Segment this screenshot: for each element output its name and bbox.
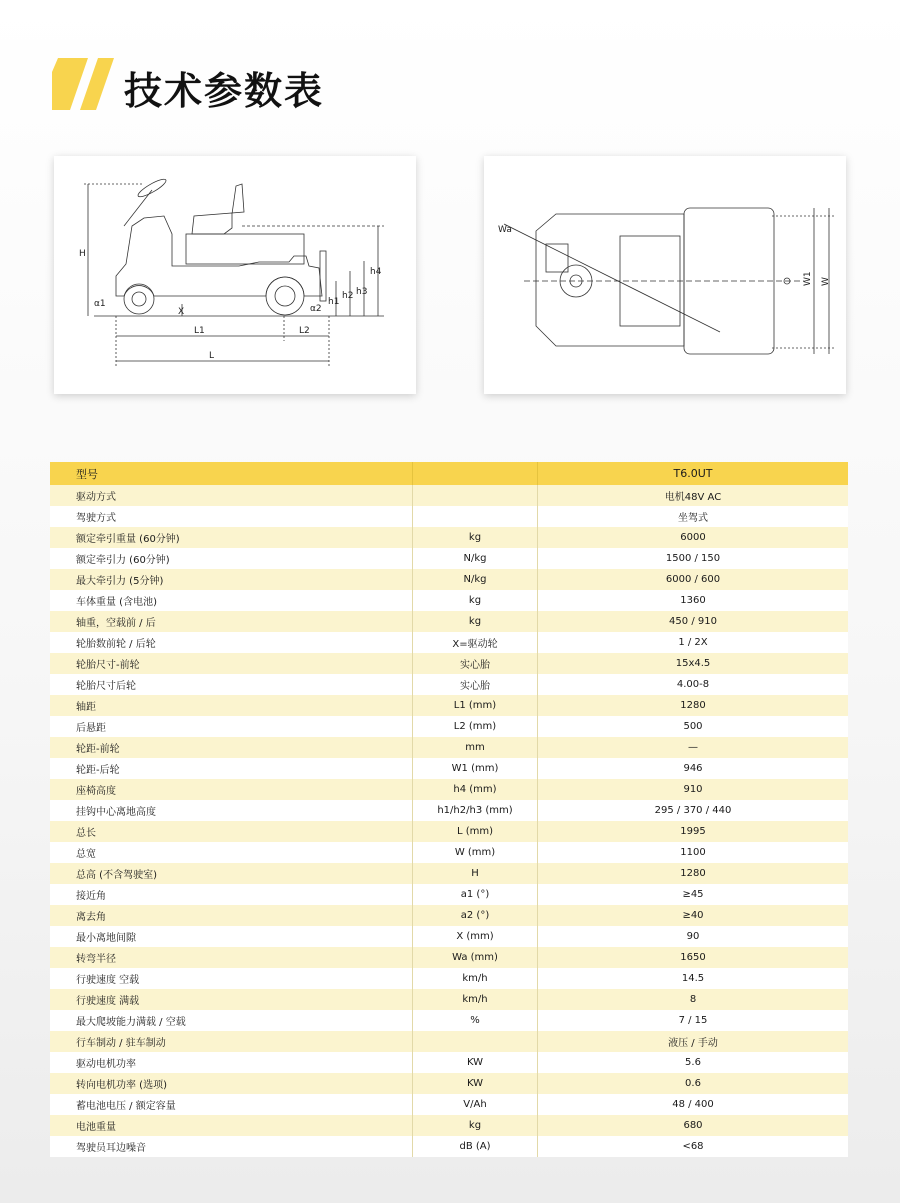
page-title: 技术参数表 [124, 69, 325, 113]
cell-value: 7 / 15 [538, 1010, 849, 1031]
cell-label: 后悬距 [50, 716, 413, 737]
table-row [50, 884, 848, 905]
label-h2: h2 [342, 291, 354, 301]
cell-value: 1280 [538, 695, 849, 716]
cell-label: 离去角 [50, 905, 413, 926]
cell-value: 0.6 [538, 1073, 849, 1094]
cell-label: 接近角 [50, 884, 413, 905]
cell-label: 最大爬坡能力满载 / 空载 [50, 1010, 413, 1031]
cell-unit [413, 1031, 538, 1052]
table-row [50, 842, 848, 863]
header-model: T6.0UT [538, 462, 849, 485]
table-row [50, 821, 848, 842]
cell-label: 额定牵引力 (60分钟) [50, 548, 413, 569]
table-header-row [50, 462, 848, 485]
side-view-diagram [54, 156, 416, 394]
cell-unit: km/h [413, 968, 538, 989]
cell-unit: 实心胎 [413, 653, 538, 674]
cell-unit: X (mm) [413, 926, 538, 947]
cell-unit: N/kg [413, 569, 538, 590]
cell-value: 电机48V AC [538, 485, 849, 506]
cell-value: 680 [538, 1115, 849, 1136]
cell-label: 驾驶方式 [50, 506, 413, 527]
cell-value: 1280 [538, 863, 849, 884]
cell-value: 5.6 [538, 1052, 849, 1073]
label-h3: h3 [356, 287, 368, 297]
steering-wheel [136, 177, 168, 200]
cell-label: 总长 [50, 821, 413, 842]
label-L1: L1 [194, 326, 205, 336]
cell-value: 15x4.5 [538, 653, 849, 674]
cell-unit: L2 (mm) [413, 716, 538, 737]
cell-label: 座椅高度 [50, 779, 413, 800]
page-header [52, 58, 452, 113]
table-row [50, 653, 848, 674]
cell-label: 最小离地间隙 [50, 926, 413, 947]
label-W: W [821, 277, 831, 286]
cell-unit: KW [413, 1073, 538, 1094]
cell-value: 1995 [538, 821, 849, 842]
cell-unit: L1 (mm) [413, 695, 538, 716]
table-row [50, 716, 848, 737]
cell-value: 1 / 2X [538, 632, 849, 653]
cell-value: 8 [538, 989, 849, 1010]
cell-value: 1500 / 150 [538, 548, 849, 569]
cell-value: — [538, 737, 849, 758]
table-row [50, 674, 848, 695]
tow-hitch [320, 251, 326, 301]
front-wheel-hub [132, 292, 146, 306]
table-row [50, 989, 848, 1010]
cell-label: 轮距-后轮 [50, 758, 413, 779]
cell-label: 车体重量 (含电池) [50, 590, 413, 611]
spec-table [50, 462, 848, 1157]
cell-label: 额定牵引重量 (60分钟) [50, 527, 413, 548]
cell-value: 坐驾式 [538, 506, 849, 527]
cell-label: 轮胎数前轮 / 后轮 [50, 632, 413, 653]
table-row [50, 695, 848, 716]
cell-label: 轮距-前轮 [50, 737, 413, 758]
table-row [50, 779, 848, 800]
table-row [50, 569, 848, 590]
rear-wheel [266, 277, 304, 315]
label-a1: α1 [94, 299, 106, 309]
table-row [50, 968, 848, 989]
cell-value: 90 [538, 926, 849, 947]
cell-unit: kg [413, 527, 538, 548]
table-row [50, 1136, 848, 1157]
table-row [50, 590, 848, 611]
seat-outline [192, 184, 244, 234]
label-X: X [178, 307, 185, 317]
cell-value: <68 [538, 1136, 849, 1157]
cell-label: 总高 (不含驾驶室) [50, 863, 413, 884]
table-row [50, 1115, 848, 1136]
table-row [50, 527, 848, 548]
seat-top [546, 244, 568, 272]
cell-unit: a2 (°) [413, 905, 538, 926]
top-view-diagram [484, 156, 846, 394]
cell-label: 蓄电池电压 / 额定容量 [50, 1094, 413, 1115]
cell-value: 6000 [538, 527, 849, 548]
cell-label: 电池重量 [50, 1115, 413, 1136]
table-row [50, 548, 848, 569]
table-row [50, 947, 848, 968]
cell-value: 1360 [538, 590, 849, 611]
cell-unit: Wa (mm) [413, 947, 538, 968]
cell-value: 500 [538, 716, 849, 737]
cell-value: 1100 [538, 842, 849, 863]
cell-value: 液压 / 手动 [538, 1031, 849, 1052]
cell-unit: a1 (°) [413, 884, 538, 905]
cell-unit [413, 506, 538, 527]
rear-wheel-hub [275, 286, 295, 306]
cell-unit: 实心胎 [413, 674, 538, 695]
cell-label: 转弯半径 [50, 947, 413, 968]
table-row [50, 632, 848, 653]
cell-unit: W1 (mm) [413, 758, 538, 779]
cell-unit [413, 485, 538, 506]
cell-unit: h1/h2/h3 (mm) [413, 800, 538, 821]
cell-unit: kg [413, 1115, 538, 1136]
label-L2: L2 [299, 326, 310, 336]
cell-value: 48 / 400 [538, 1094, 849, 1115]
cell-label: 驱动电机功率 [50, 1052, 413, 1073]
table-row [50, 1073, 848, 1094]
table-row [50, 758, 848, 779]
cell-unit: X=驱动轮 [413, 632, 538, 653]
cell-unit: h4 (mm) [413, 779, 538, 800]
cell-label: 驾驶员耳边噪音 [50, 1136, 413, 1157]
cell-unit: V/Ah [413, 1094, 538, 1115]
cell-unit: kg [413, 611, 538, 632]
table-row [50, 800, 848, 821]
cell-unit: % [413, 1010, 538, 1031]
cell-label: 驱动方式 [50, 485, 413, 506]
table-row [50, 1010, 848, 1031]
cell-unit: H [413, 863, 538, 884]
table-row [50, 1052, 848, 1073]
cell-label: 轴重，空载前 / 后 [50, 611, 413, 632]
cell-value: 295 / 370 / 440 [538, 800, 849, 821]
cell-unit: kg [413, 590, 538, 611]
cell-unit: mm [413, 737, 538, 758]
table-row [50, 611, 848, 632]
cell-label: 行驶速度 空载 [50, 968, 413, 989]
label-h4: h4 [370, 267, 382, 277]
label-Wa: Wa [498, 225, 512, 235]
cell-unit: W (mm) [413, 842, 538, 863]
cell-label: 挂钩中心离地高度 [50, 800, 413, 821]
label-a2: α2 [310, 304, 322, 314]
cell-value: 14.5 [538, 968, 849, 989]
cell-value: ≥45 [538, 884, 849, 905]
table-row [50, 905, 848, 926]
header-unit [413, 462, 538, 485]
cell-unit: KW [413, 1052, 538, 1073]
vehicle-body [116, 216, 322, 296]
table-row [50, 506, 848, 527]
cell-unit: km/h [413, 989, 538, 1010]
cell-label: 轮胎尺寸后轮 [50, 674, 413, 695]
battery-box [186, 234, 304, 264]
cell-value: 6000 / 600 [538, 569, 849, 590]
label-L: L [209, 351, 215, 361]
table-row [50, 485, 848, 506]
table-row [50, 737, 848, 758]
table-row [50, 926, 848, 947]
cell-value: 910 [538, 779, 849, 800]
table-row [50, 1031, 848, 1052]
cell-label: 总宽 [50, 842, 413, 863]
front-wheel [124, 284, 154, 314]
turning-radius-line [504, 224, 720, 332]
cell-value: ≥40 [538, 905, 849, 926]
cell-value: 450 / 910 [538, 611, 849, 632]
table-row [50, 1094, 848, 1115]
cell-label: 行车制动 / 驻车制动 [50, 1031, 413, 1052]
cell-label: 转向电机功率 (选项) [50, 1073, 413, 1094]
label-h1: h1 [328, 297, 340, 307]
cell-unit: N/kg [413, 548, 538, 569]
cell-value: 1650 [538, 947, 849, 968]
label-H: H [79, 249, 86, 259]
cell-label: 行驶速度 满载 [50, 989, 413, 1010]
cell-label: 轴距 [50, 695, 413, 716]
header-label: 型号 [50, 462, 413, 485]
label-W1: W1 [803, 271, 813, 286]
cell-value: 946 [538, 758, 849, 779]
cell-label: 轮胎尺寸-前轮 [50, 653, 413, 674]
cell-label: 最大牵引力 (5分钟) [50, 569, 413, 590]
cell-unit: dB (A) [413, 1136, 538, 1157]
header-accent-stripes [52, 58, 122, 110]
table-row [50, 863, 848, 884]
cell-unit: L (mm) [413, 821, 538, 842]
cell-value: 4.00-8 [538, 674, 849, 695]
